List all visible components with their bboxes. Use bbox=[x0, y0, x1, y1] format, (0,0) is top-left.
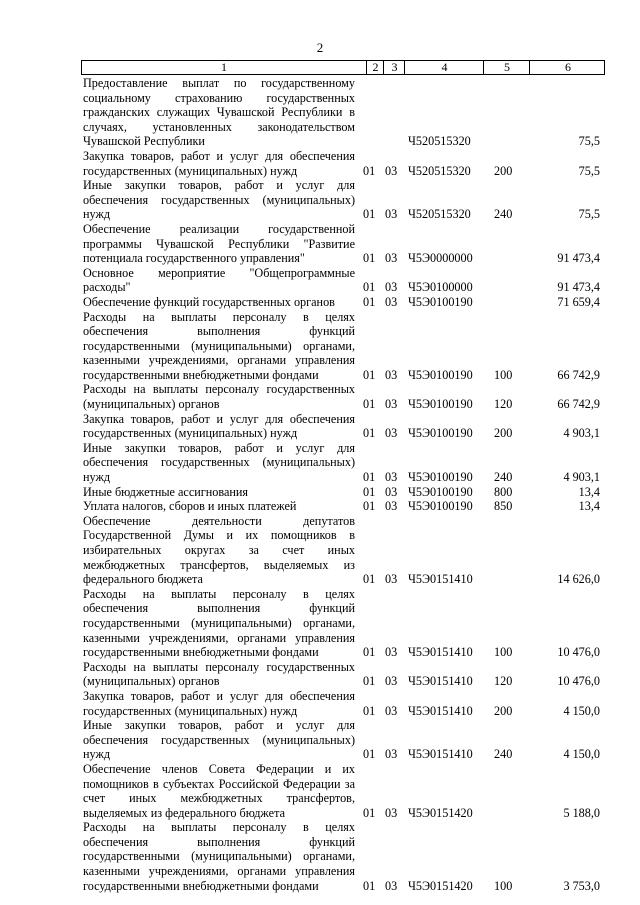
row-description: Иные закупки товаров, работ и услуг для обеспечения государственных (муниципальных) нужд bbox=[83, 718, 355, 762]
row-expense-type: 240 bbox=[494, 747, 513, 762]
row-expense-type: 100 bbox=[494, 878, 513, 893]
row-amount: 75,5 bbox=[578, 207, 600, 222]
row-section-code: 01 bbox=[363, 805, 376, 820]
row-subsection-code: 03 bbox=[385, 397, 398, 412]
row-description: Расходы на выплаты персоналу в целях обеспечения выполнения функций государственными (муниципальными) органами, казенными учреждениями, органами управления государственными внебюджетными фондами bbox=[83, 820, 355, 893]
row-subsection-code: 03 bbox=[385, 280, 398, 295]
row-section-code: 01 bbox=[363, 470, 376, 485]
table-row bbox=[0, 485, 640, 500]
row-subsection-code: 03 bbox=[385, 747, 398, 762]
header-col-3: 3 bbox=[383, 61, 405, 74]
row-subsection-code: 03 bbox=[385, 470, 398, 485]
row-target-article: Ч5Э0100190 bbox=[408, 499, 473, 514]
row-subsection-code: 03 bbox=[385, 499, 398, 514]
row-subsection-code: 03 bbox=[385, 484, 398, 499]
table-row bbox=[0, 149, 640, 178]
row-description: Иные закупки товаров, работ и услуг для обеспечения государственных (муниципальных) нужд bbox=[83, 440, 355, 485]
row-amount: 71 659,4 bbox=[557, 294, 600, 309]
row-description: Расходы на выплаты персоналу в целях обеспечения выполнения функций государственными (муниципальными) органами, казенными учреждениями, органами управления государственными внебюджетными фондами bbox=[83, 309, 355, 382]
row-target-article: Ч5Э0000000 bbox=[408, 251, 473, 266]
row-target-article: Ч5Э0100190 bbox=[408, 484, 473, 499]
row-section-code: 01 bbox=[363, 294, 376, 309]
row-section-code: 01 bbox=[363, 207, 376, 222]
row-section-code: 01 bbox=[363, 163, 376, 178]
row-target-article: Ч5Э0100190 bbox=[408, 367, 473, 382]
row-subsection-code: 03 bbox=[385, 207, 398, 222]
table-row bbox=[0, 310, 640, 383]
row-section-code: 01 bbox=[363, 251, 376, 266]
row-section-code: 01 bbox=[363, 747, 376, 762]
row-amount: 4 150,0 bbox=[563, 747, 600, 762]
row-amount: 4 150,0 bbox=[563, 703, 600, 718]
row-section-code: 01 bbox=[363, 878, 376, 893]
table-row bbox=[0, 689, 640, 718]
row-section-code: 01 bbox=[363, 674, 376, 689]
row-description: Иные закупки товаров, работ и услуг для обеспечения государственных (муниципальных) нужд bbox=[83, 178, 355, 222]
row-expense-type: 100 bbox=[494, 645, 513, 660]
row-expense-type: 120 bbox=[494, 674, 513, 689]
row-description: Основное мероприятие "Общепрограммные расходы" bbox=[83, 265, 355, 295]
row-target-article: Ч5Э0151420 bbox=[408, 878, 473, 893]
row-subsection-code: 03 bbox=[385, 251, 398, 266]
table-header bbox=[81, 60, 605, 75]
row-target-article: Ч520515320 bbox=[408, 134, 471, 149]
row-section-code: 01 bbox=[363, 280, 376, 295]
table-row bbox=[0, 587, 640, 660]
row-expense-type: 120 bbox=[494, 397, 513, 412]
row-subsection-code: 03 bbox=[385, 367, 398, 382]
row-section-code: 01 bbox=[363, 484, 376, 499]
row-target-article: Ч5Э0100190 bbox=[408, 470, 473, 485]
row-expense-type: 200 bbox=[494, 426, 513, 441]
row-description: Закупка товаров, работ и услуг для обеспечения государственных (муниципальных) нужд bbox=[83, 688, 355, 718]
row-target-article: Ч5Э0100190 bbox=[408, 294, 473, 309]
row-target-article: Ч5Э0151410 bbox=[408, 703, 473, 718]
row-target-article: Ч5Э0151410 bbox=[408, 674, 473, 689]
row-description: Обеспечение деятельности депутатов Государственной Думы и их помощников в избирательных округах за счет иных межбюджетных трансфертов, выделяемых из федерального бюджета bbox=[83, 513, 355, 587]
row-description: Закупка товаров, работ и услуг для обеспечения государственных (муниципальных) нужд bbox=[83, 148, 355, 178]
row-expense-type: 800 bbox=[494, 484, 513, 499]
table-row bbox=[0, 295, 640, 310]
table-row bbox=[0, 762, 640, 820]
row-description: Обеспечение членов Совета Федерации и их помощников в субъектах Российской Федерации за счет иных межбюджетных трансфертов, выделяемых из федерального бюджета bbox=[83, 761, 355, 820]
row-target-article: Ч5Э0151410 bbox=[408, 645, 473, 660]
row-subsection-code: 03 bbox=[385, 878, 398, 893]
row-description: Обеспечение функций государственных органов bbox=[83, 294, 335, 309]
row-section-code: 01 bbox=[363, 499, 376, 514]
row-description: Расходы на выплаты персоналу государственных (муниципальных) органов bbox=[83, 659, 355, 689]
header-col-5: 5 bbox=[483, 61, 530, 74]
row-expense-type: 100 bbox=[494, 367, 513, 382]
row-amount: 66 742,9 bbox=[557, 397, 600, 412]
header-col-4: 4 bbox=[404, 61, 484, 74]
row-amount: 75,5 bbox=[578, 134, 600, 149]
table-row bbox=[0, 222, 640, 266]
row-amount: 3 753,0 bbox=[563, 878, 600, 893]
row-expense-type: 240 bbox=[494, 207, 513, 222]
table-row bbox=[0, 718, 640, 762]
row-target-article: Ч520515320 bbox=[408, 207, 471, 222]
row-target-article: Ч5Э0151420 bbox=[408, 805, 473, 820]
row-section-code: 01 bbox=[363, 572, 376, 587]
row-description: Предоставление выплат по государственному социальному страхованию государственных гражданских служащих Чувашской Республики в случаях, установленных законодательством Чувашской Республики bbox=[83, 76, 355, 149]
row-amount: 13,4 bbox=[578, 484, 600, 499]
row-amount: 14 626,0 bbox=[557, 572, 600, 587]
row-target-article: Ч5Э0151410 bbox=[408, 747, 473, 762]
row-amount: 10 476,0 bbox=[557, 645, 600, 660]
row-amount: 91 473,4 bbox=[557, 251, 600, 266]
row-subsection-code: 03 bbox=[385, 163, 398, 178]
row-subsection-code: 03 bbox=[385, 674, 398, 689]
row-description: Уплата налогов, сборов и иных платежей bbox=[83, 499, 297, 514]
table-row bbox=[0, 499, 640, 514]
row-description: Обеспечение реализации государственной программы Чувашской Республики "Развитие потенциала государственного управления" bbox=[83, 221, 355, 266]
table-row bbox=[0, 820, 640, 893]
row-amount: 13,4 bbox=[578, 499, 600, 514]
row-expense-type: 850 bbox=[494, 499, 513, 514]
row-amount: 4 903,1 bbox=[563, 470, 600, 485]
row-target-article: Ч5Э0100190 bbox=[408, 426, 473, 441]
row-subsection-code: 03 bbox=[385, 572, 398, 587]
row-subsection-code: 03 bbox=[385, 703, 398, 718]
row-amount: 5 188,0 bbox=[563, 805, 600, 820]
row-target-article: Ч5Э0100000 bbox=[408, 280, 473, 295]
row-expense-type: 200 bbox=[494, 703, 513, 718]
row-subsection-code: 03 bbox=[385, 805, 398, 820]
table-row bbox=[0, 412, 640, 441]
header-col-1: 1 bbox=[221, 60, 227, 74]
row-target-article: Ч5Э0100190 bbox=[408, 397, 473, 412]
row-section-code: 01 bbox=[363, 703, 376, 718]
row-amount: 75,5 bbox=[578, 163, 600, 178]
row-description: Расходы на выплаты персоналу государственных (муниципальных) органов bbox=[83, 382, 355, 412]
table-row bbox=[0, 660, 640, 689]
row-description: Иные бюджетные ассигнования bbox=[83, 484, 249, 499]
row-subsection-code: 03 bbox=[385, 426, 398, 441]
header-col-6: 6 bbox=[529, 61, 606, 74]
row-expense-type: 240 bbox=[494, 470, 513, 485]
row-section-code: 01 bbox=[363, 426, 376, 441]
table-row bbox=[0, 441, 640, 485]
row-amount: 66 742,9 bbox=[557, 367, 600, 382]
row-section-code: 01 bbox=[363, 397, 376, 412]
row-subsection-code: 03 bbox=[385, 645, 398, 660]
row-target-article: Ч5Э0151410 bbox=[408, 572, 473, 587]
row-section-code: 01 bbox=[363, 645, 376, 660]
page-number: 2 bbox=[316, 40, 324, 55]
table-row bbox=[0, 266, 640, 295]
header-col-2: 2 bbox=[366, 61, 384, 74]
row-amount: 10 476,0 bbox=[557, 674, 600, 689]
row-expense-type: 200 bbox=[494, 163, 513, 178]
row-target-article: Ч520515320 bbox=[408, 163, 471, 178]
row-description: Закупка товаров, работ и услуг для обеспечения государственных (муниципальных) нужд bbox=[83, 411, 355, 441]
row-section-code: 01 bbox=[363, 367, 376, 382]
table-row bbox=[0, 76, 640, 149]
row-amount: 91 473,4 bbox=[557, 280, 600, 295]
table-row bbox=[0, 178, 640, 222]
row-description: Расходы на выплаты персоналу в целях обеспечения выполнения функций государственными (муниципальными) органами, казенными учреждениями, органами управления государственными внебюджетными фондами bbox=[83, 586, 355, 660]
table-row bbox=[0, 382, 640, 411]
row-subsection-code: 03 bbox=[385, 294, 398, 309]
row-amount: 4 903,1 bbox=[563, 426, 600, 441]
table-body bbox=[0, 76, 640, 893]
table-row bbox=[0, 514, 640, 587]
